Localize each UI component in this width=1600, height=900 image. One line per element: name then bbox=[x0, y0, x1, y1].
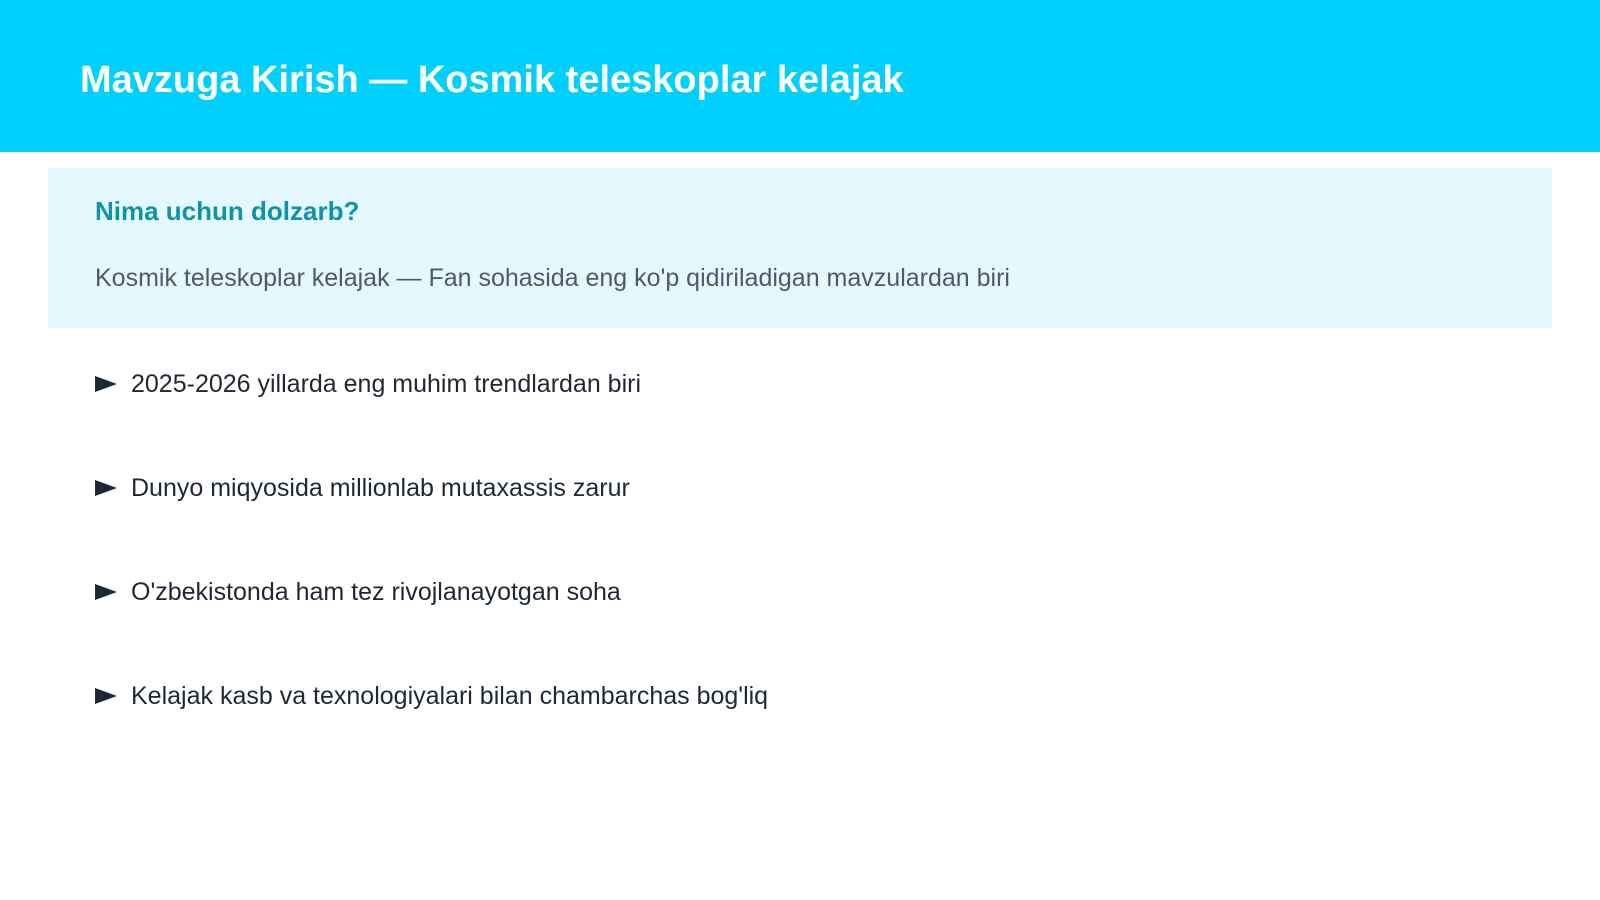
triangle-right-icon bbox=[95, 584, 117, 600]
triangle-right-icon bbox=[95, 480, 117, 496]
intro-callout bbox=[48, 168, 1552, 328]
bullet-text: O'zbekistonda ham tez rivojlanayotgan soha bbox=[131, 578, 621, 606]
bullet-text: Kelajak kasb va texnologiyalari bilan chambarchas bog'liq bbox=[131, 682, 769, 710]
intro-heading: Nima uchun dolzarb? bbox=[95, 196, 360, 226]
triangle-right-icon bbox=[95, 688, 117, 704]
triangle-right-icon bbox=[95, 376, 117, 392]
intro-text: Kosmik teleskoplar kelajak — Fan sohasida eng ko'p qidiriladigan mavzulardan biri bbox=[95, 264, 1010, 292]
bullet-text: Dunyo miqyosida millionlab mutaxassis zarur bbox=[131, 474, 630, 502]
bullet-text: 2025-2026 yillarda eng muhim trendlardan biri bbox=[131, 370, 642, 398]
slide-title: Mavzuga Kirish — Kosmik teleskoplar kelajak bbox=[80, 59, 904, 101]
slide-header bbox=[0, 0, 1600, 152]
